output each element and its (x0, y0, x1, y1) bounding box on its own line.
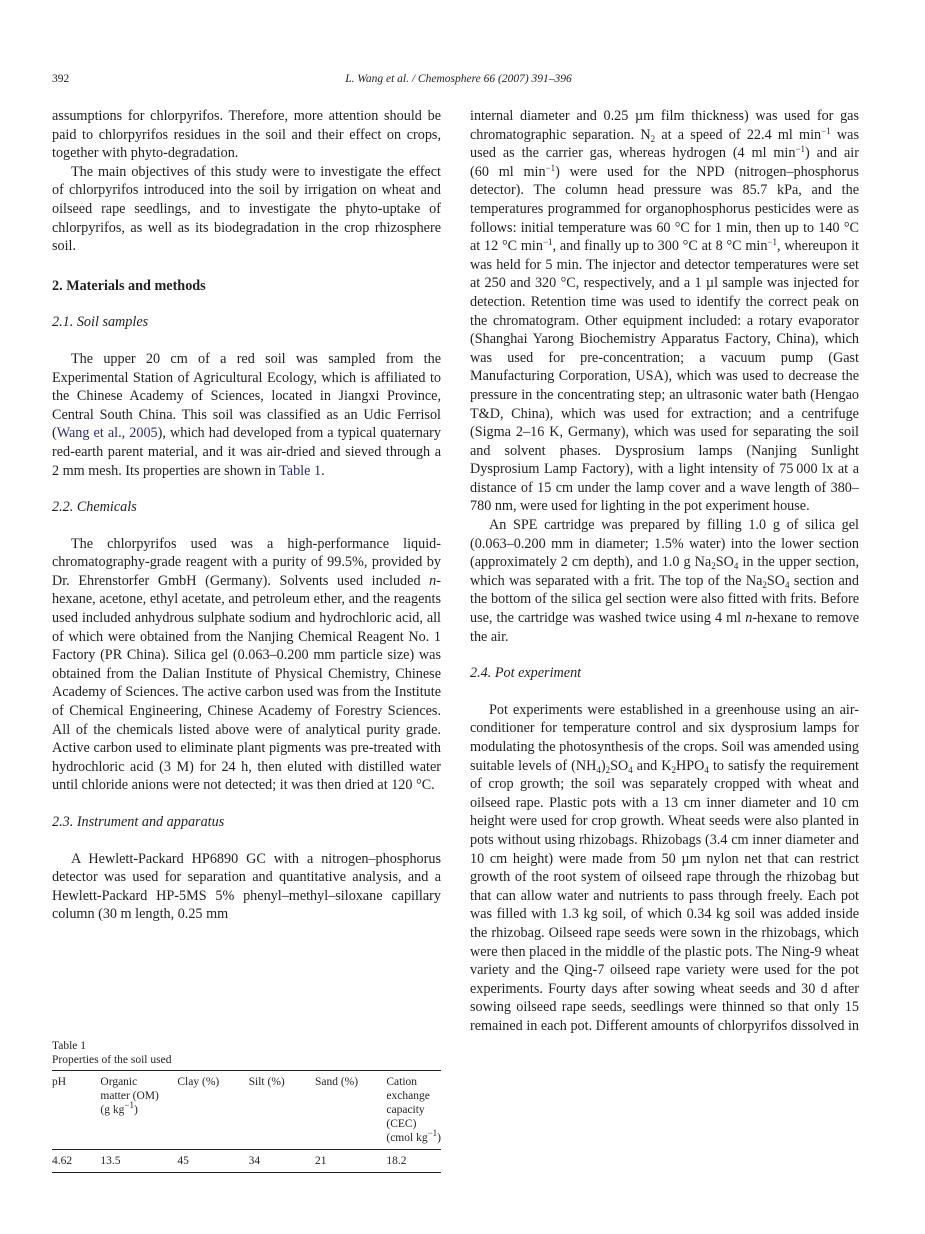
header-unit-end: ) (133, 1104, 138, 1116)
subscript: 4 (733, 561, 739, 572)
subsection-heading-instrument: 2.3. Instrument and apparatus (52, 814, 225, 830)
text-run: ) were used for the NPD (nitrogen–phosphorus detector). The column head pressure was 85.7 kPa, and the temperatures programmed for organophosphorus pesticides were as follows: initial temperature was 60 °C for 1 min, then up to 140 °C at 12 °C min (470, 163, 859, 255)
text-run: HPO (676, 757, 705, 774)
header-unit-sup: −1 (427, 1128, 438, 1138)
header-cec (386, 1071, 441, 1150)
header-unit-end: ) (437, 1132, 441, 1144)
header-text: Clay (%) (177, 1076, 220, 1088)
header-ph (52, 1071, 100, 1150)
header-text: Cation exchange capacity (CEC) (386, 1076, 430, 1130)
section-heading-materials-methods: 2. Materials and methods (52, 277, 206, 294)
header-sand (315, 1071, 386, 1150)
superscript: −1 (767, 237, 777, 248)
header-clay (177, 1071, 248, 1150)
text-run: -hexane, acetone, ethyl acetate, and petroleum ether, and the reagents used included anhydrous sulphate sodium and hydrochloric acid, all of which were obtained from the Nanjing Chemical Reagent No. 1 Factory (PR China). Silica gel (0.063–0.200 mm particle size) was obtained from the Dalian Institute of Physical Chemistry, Chinese Academy of Sciences. The active carbon used was from the Institute of Chemical Engineering, Chinese Academy of Forestry Sciences. All of the chemicals listed above were of analytical purity grade. Active carbon used to eliminate plant pigments was pre-treated with hydrochloric acid (3 M) for 24 h, then eluted with distilled water until chloride anions were not detected; it was then dried at 120 °C. (52, 572, 441, 794)
superscript: −1 (795, 144, 806, 155)
spe-cartridge-paragraph (470, 516, 859, 646)
citation-link-wang-2005[interactable]: Wang et al., 2005 (56, 425, 158, 442)
subsection-heading-soil-samples: 2.1. Soil samples (52, 314, 149, 331)
text-run: to satisfy the requirement of crop growth; the soil was separately cropped with wheat and oilseed rape. Plastic pots with a 13 cm inner diameter and 10 cm height were used for crop growth. Wheat seeds were also planted in pots without using rhizobags. Rhizobags (3.4 cm inner diameter and 10 cm height) were made from 50 µm nylon net that can restrict growth of the root system of oilseed rape through the rhizobag but that can allow water and nutrients to pass through freely. Each pot was filled with 1.3 kg soil, of which 0.34 kg soil was added inside the rhizobag. Oilseed rape seeds were sown in the rhizobags, which were then placed in the middle of the plastic pots. The Ning-9 wheat variety and the Qing-7 oilseed rape variety were used for the pot experiments. Fourty days after sowing wheat seeds and 30 d after sowing oilseed rape seeds, seedlings were thinned so that only 15 remained in each pot. Different amounts of chlorpyrifos dissolved in (470, 757, 860, 1034)
header-text: Sand (%) (314, 1076, 359, 1088)
text-run: . (321, 462, 325, 479)
soil-properties-table (52, 1070, 441, 1173)
subsection-heading-pot-experiment: 2.4. Pot experiment (470, 665, 582, 682)
text-run: SO (766, 572, 786, 589)
text-run: ) and air (60 ml min (470, 145, 859, 180)
text-run: The chlorpyrifos used was a high-performance liquid-chromatography-grade reagent with a purity of 99.5%, provided by Dr. Ehrenstorfer GmbH (Germany). Solvents used included (52, 535, 441, 589)
text-run: at a speed of 22.4 ml min (655, 126, 822, 143)
table-header-row (52, 1071, 441, 1150)
intro-paragraph: assumptions for chlorpyrifos. Therefore, more attention should be paid to chlorpyrifos residues in the soil and their effect on crops, together with phyto-degradation. (52, 108, 441, 162)
cell-clay: 45 (177, 1150, 248, 1173)
superscript: −1 (821, 125, 831, 136)
cell-cec: 18.2 (386, 1150, 441, 1173)
text-run: SO (715, 554, 734, 571)
chemicals-paragraph (52, 535, 441, 795)
journal-citation: L. Wang et al. / Chemosphere 66 (2007) 391–396 (345, 73, 572, 85)
table-caption: Properties of the soil used (52, 1054, 172, 1066)
header-silt (249, 1071, 315, 1150)
cell-ph: 4.62 (52, 1150, 100, 1173)
subscript: 2 (762, 579, 767, 590)
table-1 (52, 1039, 441, 1173)
pot-experiment-paragraph (470, 701, 859, 1036)
table-label: Table 1 (52, 1040, 87, 1052)
cell-sand: 21 (315, 1150, 386, 1173)
text-run: ) (600, 757, 606, 774)
text-run: The upper 20 cm of a red soil was sampled from the Experimental Station of Agricultural Ecology, which is affiliated to the Chinese Academy of Sciences, located in Jiangxi Province, Central South China. This soil was classified as an Udic Ferrisol ( (52, 350, 441, 442)
superscript: −1 (542, 237, 553, 248)
text-run: internal diameter and 0.25 µm film thickness) was used for gas chromatographic separation. N (470, 108, 859, 143)
running-head (52, 73, 865, 91)
subscript: 4 (596, 764, 601, 775)
header-unit: (g kg (100, 1104, 125, 1116)
text-run: section and the bottom of the silica gel section were also fitted with frits. Before use, the cartridge was washed twice using 4 ml (470, 572, 859, 627)
table-row (52, 1150, 441, 1173)
italic-n: n (745, 610, 753, 627)
text-run: , and finally up to 300 °C at 8 °C min (552, 238, 768, 255)
subscript: 2 (671, 764, 677, 775)
header-text: pH (52, 1076, 67, 1088)
header-organic-matter (100, 1071, 177, 1150)
subscript: 2 (650, 133, 656, 144)
text-run: in the upper section, which was separated with a frit. The top of the Na (470, 554, 860, 589)
instrument-paragraph: A Hewlett-Packard HP6890 GC with a nitrogen–phosphorus detector was used for separation and quantitative analysis, and a Hewlett-Packard HP-5MS 5% phenyl–methyl–siloxane capillary column (30 m length, 0.25 mm (52, 850, 441, 923)
text-run: and K (632, 757, 672, 774)
text-run: -hexane to remove the air. (470, 610, 859, 645)
objectives-paragraph: The main objectives of this study were to investigate the effect of chlorpyrifos introduced into the soil by irrigation on wheat and oilseed rape seedlings, and to investigate the phyto-uptake of chlorpyrifos, as well as its biodegradation in the crop rhizosphere soil. (52, 163, 441, 255)
subscript: 4 (785, 579, 790, 590)
gc-conditions-paragraph (470, 107, 859, 516)
soil-samples-paragraph (52, 350, 441, 480)
subscript: 2 (711, 561, 716, 572)
subscript: 4 (704, 764, 709, 775)
header-unit: (cmol kg (386, 1132, 428, 1144)
text-run: Pot experiments were established in a greenhouse using an air-conditioner for temperature control and six dysprosium lamps for modulating the photosynthesis of the crops. Soil was amended using suitable levels of (NH (470, 701, 859, 774)
header-text: Organic matter (OM) (100, 1076, 159, 1102)
text-run: An SPE cartridge was prepared by filling 1.0 g of silica gel (0.063–0.200 mm in diameter; 1.5% water) into the lower section (approximately 2 cm depth), and 1.0 g Na (470, 517, 859, 571)
text-run: was used as the carrier gas, whereas hydrogen (4 ml min (470, 126, 859, 162)
table-1-link[interactable]: Table 1 (279, 462, 322, 479)
left-column (52, 107, 441, 924)
subscript: 2 (605, 764, 611, 775)
italic-n: n (429, 572, 437, 589)
cell-organic-matter: 13.5 (100, 1150, 177, 1173)
superscript: −1 (545, 162, 556, 173)
cell-silt: 34 (249, 1150, 315, 1173)
subscript: 4 (628, 764, 633, 775)
page-number: 392 (52, 73, 70, 85)
header-unit-sup: −1 (124, 1100, 134, 1110)
text-run: SO (610, 757, 629, 774)
header-text: Silt (%) (248, 1076, 285, 1088)
subsection-heading-chemicals: 2.2. Chemicals (52, 499, 137, 516)
text-run: ), which had developed from a typical quaternary red-earth parent material, and it was air-dried and sieved through a 2 mm mesh. Its properties are shown in (52, 425, 442, 479)
text-run: , whereupon it was held for 5 min. The injector and detector temperatures were set at 250 and 320 °C, respectively, and a 1 µl sample was injected for detection. Retention time was used to identify the correct peak on the chromatogram. Other equipment included: a rotary evaporator (Shanghai Yarong Biochemistry Apparatus Factory, China), which was used for pre-concentration; a vacuum pump (Gast Manufacturing Corporation, USA), which was used to decrease the pressure in the concentrating step; an ultrasonic water bath (Hengao T&D, China), which was used for extraction; and a centrifuge (Sigma 2–16 K, Germany), which was used for separating the soil and solvent phases. Dysprosium lamps (Nanjing Sunlight Dysprosium Lamp Factory), with a light intensity of 75 000 lx at a distance of 15 cm under the lamp cover and a wave length of 380–780 nm, were used for lighting in the pot experiment house. (470, 238, 859, 515)
right-column (470, 107, 859, 1036)
